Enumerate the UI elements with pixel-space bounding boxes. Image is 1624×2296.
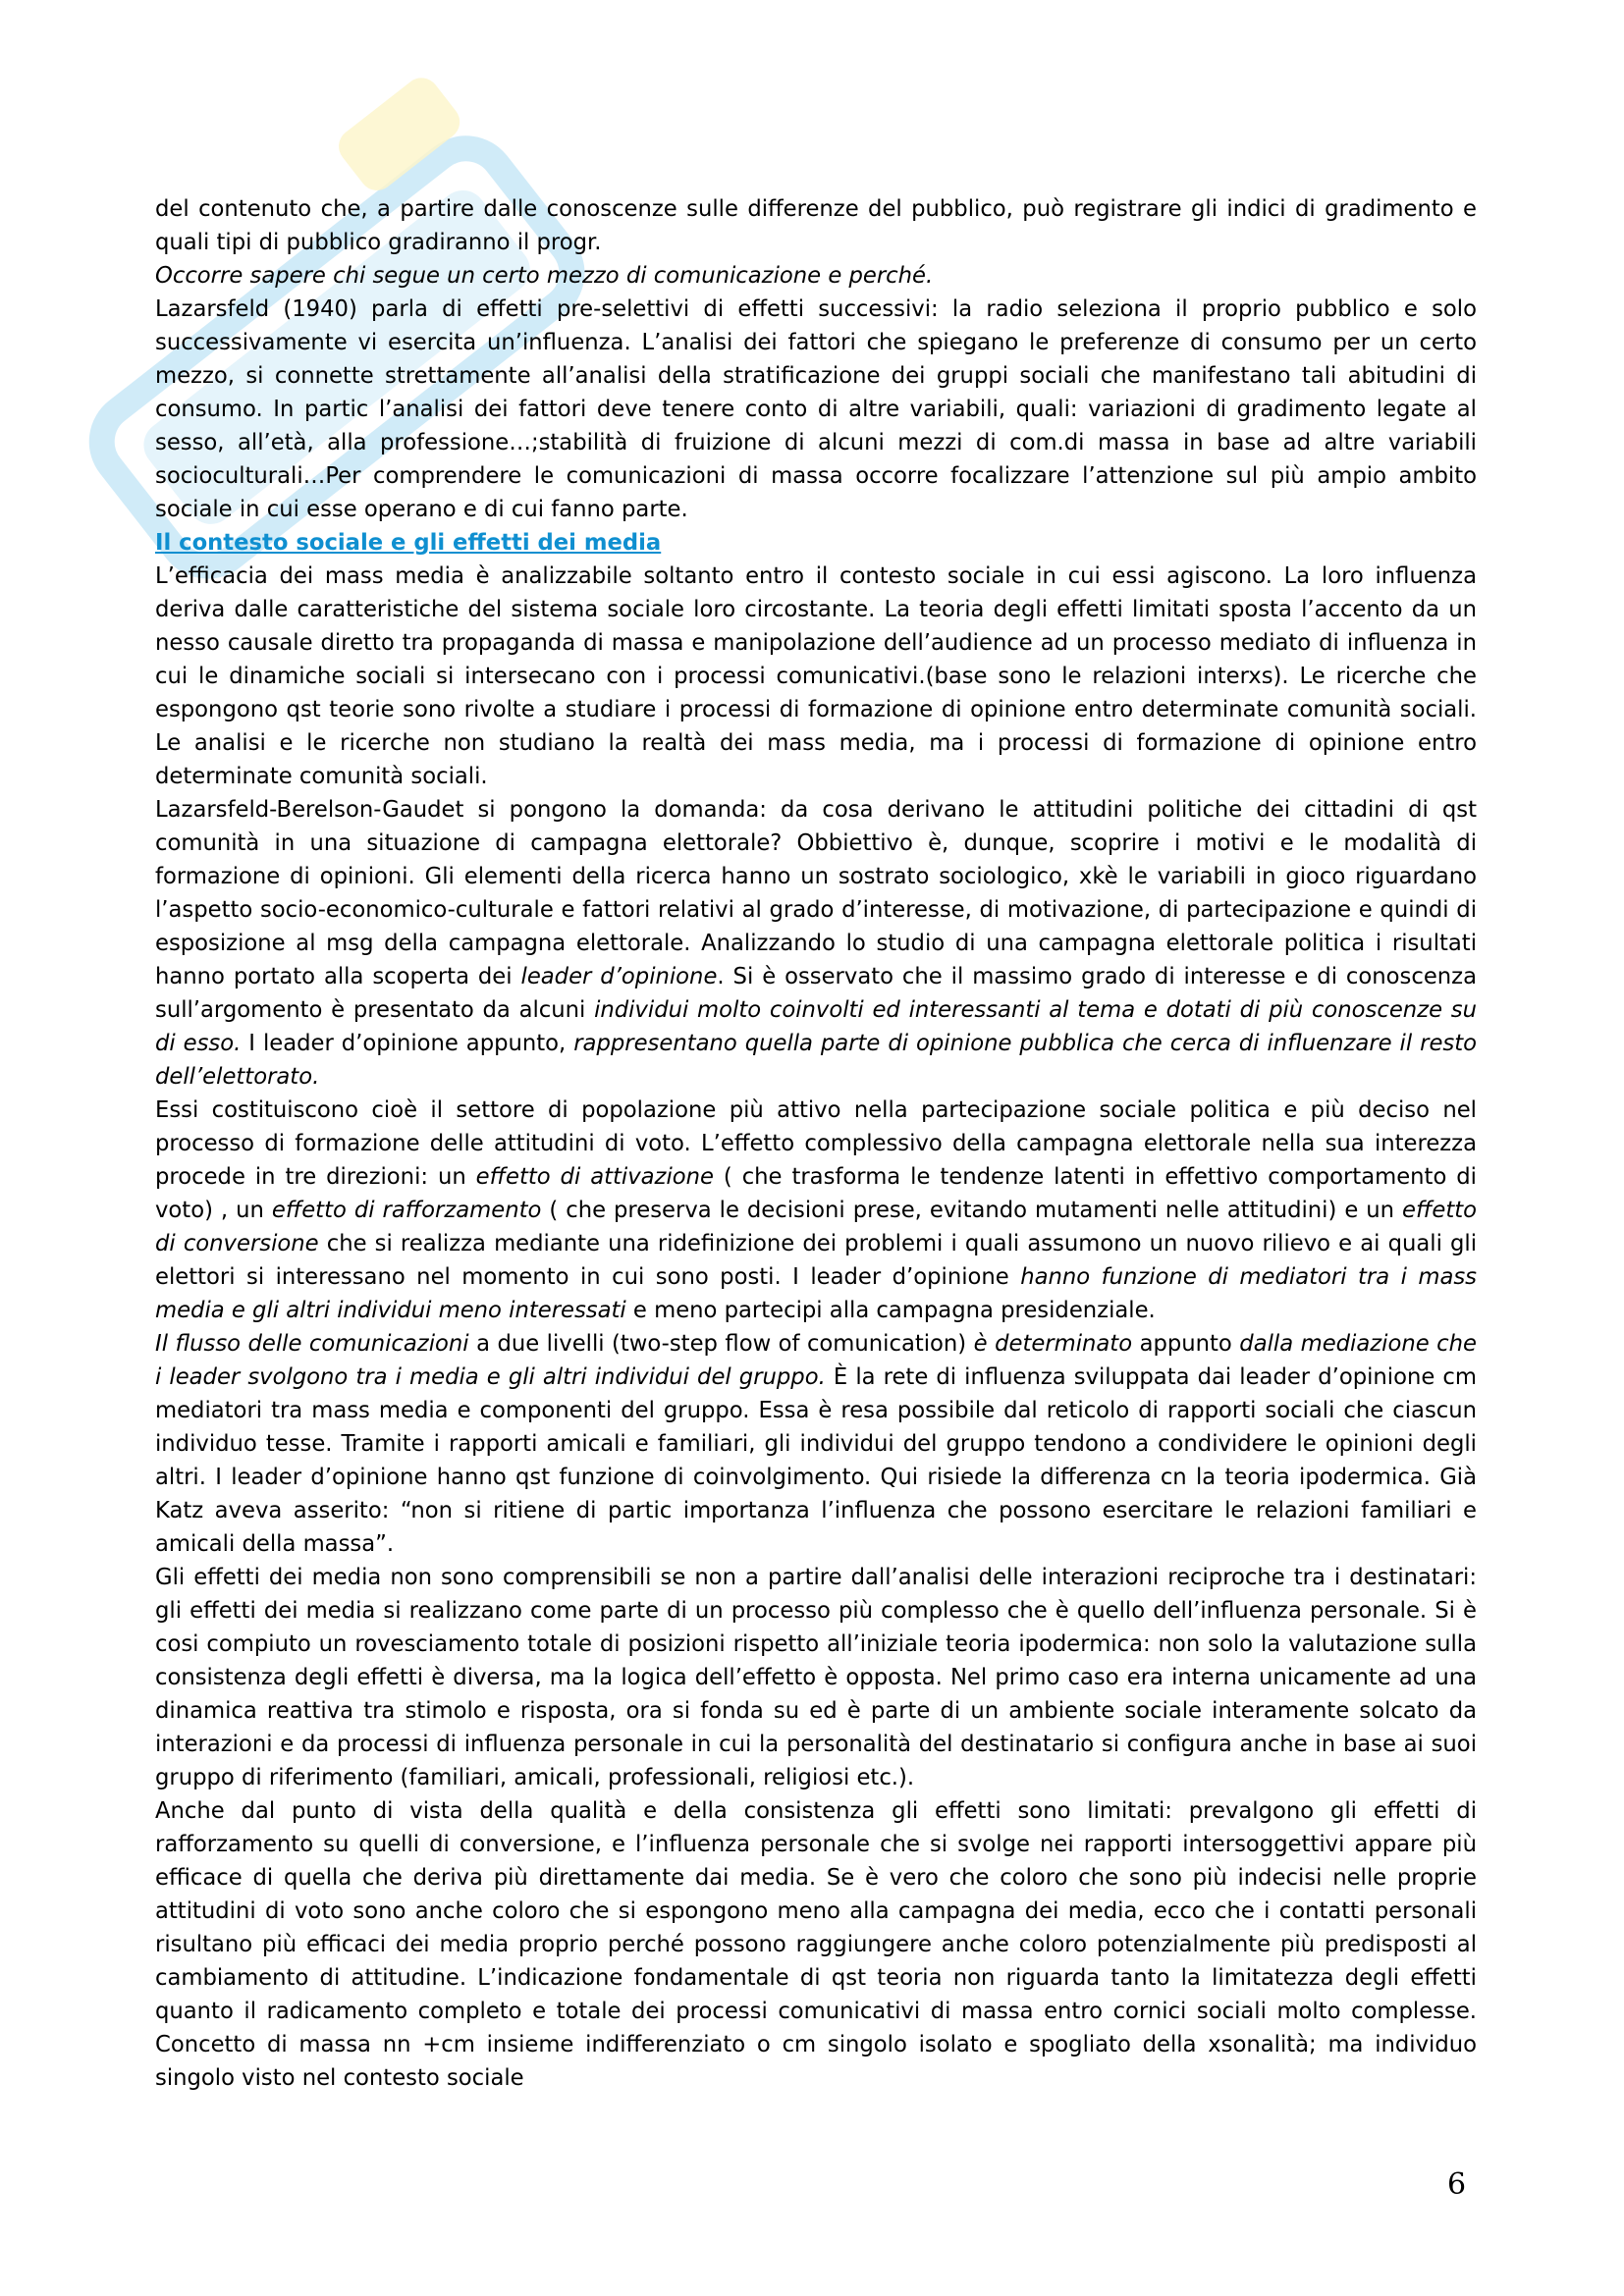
paragraph <box>155 793 1477 1094</box>
paragraph <box>155 259 1477 293</box>
text-run: Anche dal punto di vista della qualità e della consistenza gli effetti sono limitati: prevalgono gli effetti di rafforzamento su quelli di conversione, e l’influenza personale che si svolge nei rapporti intersoggettivi appare più efficace di quella che deriva più direttamente dai media. Se è vero che coloro che sono più indecisi nelle proprie attitudini di voto sono anche coloro che si espongono meno alla campagna dei media, ecco che i contatti personali risultano più efficaci dei media proprio perché possono raggiungere anche coloro potenzialmente più predisposti al cambiamento di attitudine. L’indicazione fondamentale di qst teoria non riguarda tanto la limitatezza degli effetti quanto il radicamento completo e totale dei processi comunicativi di massa entro cornici sociali molto complesse. Concetto di massa nn +cm insieme indifferenziato o cm singolo isolato e spogliato della xsonalità; ma individuo singolo visto nel contesto sociale <box>155 1798 1477 2091</box>
text-run: Lazarsfeld-Berelson-Gaudet si pongono la domanda: da cosa derivano le attitudini politiche dei cittadini di qst comunità in una situazione di campagna elettorale? Obbiettivo è, dunque, scoprire i motivi e le modalità di formazione di opinioni. Gli elementi della ricerca hanno un sostrato sociologico, xkè le variabili in gioco riguardano l’aspetto socio-economico-culturale e fattori relativi al grado d’interesse, di motivazione, di partecipazione e quindi di esposizione al msg della campagna elettorale. Analizzando lo studio di una campagna elettorale politica i risultati hanno portato alla scoperta dei <box>155 797 1477 989</box>
italic-text: leader d’opinione <box>520 964 718 989</box>
text-run: L’efficacia dei mass media è analizzabile soltanto entro il contesto sociale in cui essi agiscono. La loro influenza deriva dalle caratteristiche del sistema sociale loro circostante. La teoria degli effetti limitati sposta l’accento da un nesso causale diretto tra propaganda di massa e manipolazione dell’audience ad un processo mediato di influenza in cui le dinamiche sociali si intersecano con i processi comunicativi.(base sono le relazioni interxs). Le ricerche che espongono qst teorie sono rivolte a studiare i processi di formazione di opinione entro determinate comunità sociali. Le analisi e le ricerche non studiano la realtà dei mass media, ma i processi di formazione di opinione entro determinate comunità sociali. <box>155 563 1477 789</box>
text-run: che si realizza mediante una ridefinizione dei problemi i quali assumono un nuovo rilievo e ai quali gli elettori si interessano nel momento in cui sono posti. I leader d’opinione <box>155 1231 1478 1290</box>
paragraph <box>155 1794 1477 2095</box>
text-run: I leader d’opinione appunto, <box>241 1031 574 1056</box>
paragraph <box>155 293 1477 526</box>
italic-text: è determinato <box>973 1331 1133 1357</box>
italic-text: hanno funzione di mediatori tra i mass media e gli altri individui meno interessati <box>155 1264 1477 1323</box>
paragraph <box>155 1094 1477 1327</box>
text-run: Lazarsfeld (1940) parla di effetti pre-selettivi di effetti successivi: la radio seleziona il proprio pubblico e solo successivamente vi esercita un’influenza. L’analisi dei fattori che spiegano le preferenze di consumo per un certo mezzo, si connette strettamente all’analisi della stratificazione dei gruppi sociali che manifestano tali abitudini di consumo. In partic l’analisi dei fattori deve tenere conto di altre variabili, quali: variazioni di gradimento legate al sesso, all’età, alla professione…;stabilità di fruizione di alcuni mezzi di com.di massa in base ad altre variabili socioculturali…Per comprendere le comunicazioni di massa occorre focalizzare l’attenzione sul più ampio ambito sociale in cui esse operano e di cui fanno parte. <box>155 296 1477 522</box>
italic-text: Il flusso delle comunicazioni <box>155 1331 469 1357</box>
text-run: del contenuto che, a partire dalle conoscenze sulle differenze del pubblico, può registrare gli indici di gradimento e quali tipi di pubblico gradiranno il progr. <box>155 196 1477 255</box>
text-run: ( che preserva le decisioni prese, evitando mutamenti nelle attitudini) e un <box>541 1198 1403 1223</box>
page-number: 6 <box>1447 2167 1467 2202</box>
document-body <box>155 192 1477 2095</box>
italic-text: effetto di rafforzamento <box>271 1198 542 1223</box>
paragraph <box>155 560 1477 793</box>
italic-text: rappresentano quella parte di opinione pubblica che cerca di influenzare il resto dell’elettorato. <box>155 1031 1478 1090</box>
italic-text: dalla mediazione che i leader svolgono tra i media e gli altri individui del gruppo. <box>155 1331 1477 1390</box>
text-run: appunto <box>1132 1331 1240 1357</box>
paragraph <box>155 1327 1477 1561</box>
italic-text: Occorre sapere chi segue un certo mezzo di comunicazione e perché. <box>155 263 934 289</box>
italic-text: effetto di attivazione <box>475 1164 714 1190</box>
italic-text: effetto di conversione <box>155 1198 1477 1256</box>
text-run: . Si è osservato che il massimo grado di interesse e di conoscenza sull’argomento è presentato da alcuni <box>155 964 1477 1023</box>
paragraph <box>155 192 1477 259</box>
section-heading: Il contesto sociale e gli effetti dei media <box>155 530 662 556</box>
text-run: Essi costituiscono cioè il settore di popolazione più attivo nella partecipazione sociale politica e più deciso nel processo di formazione delle attitudini di voto. L’effetto complessivo della campagna elettorale nella sua interezza procede in tre direzioni: un <box>155 1097 1477 1190</box>
text-run: a due livelli (two-step flow of comunication) <box>468 1331 974 1357</box>
paragraph <box>155 1561 1477 1794</box>
text-run: È la rete di influenza sviluppata dai leader d’opinione cm mediatori tra mass media e componenti del gruppo. Essa è resa possibile dal reticolo di rapporti sociali che ciascun individuo tesse. Tramite i rapporti amicali e familiari, gli individui del gruppo tendono a condividere le opinioni degli altri. I leader d’opinione hanno qst funzione di coinvolgimento. Qui risiede la differenza cn la teoria ipodermica. Già Katz aveva asserito: “non si ritiene di partic importanza l’influenza che possono esercitare le relazioni familiari e amicali della massa”. <box>155 1364 1477 1557</box>
text-run: e meno partecipi alla campagna presidenziale. <box>625 1298 1156 1323</box>
text-run: Gli effetti dei media non sono comprensibili se non a partire dall’analisi delle interazioni reciproche tra i destinatari: gli effetti dei media si realizzano come parte di un processo più complesso che è quello dell’influenza personale. Si è cosi compiuto un rovesciamento totale di posizioni rispetto all’iniziale teoria ipodermica: non solo la valutazione sulla consistenza degli effetti è diversa, ma la logica dell’effetto è opposta. Nel primo caso era interna unicamente ad una dinamica reattiva tra stimolo e risposta, ora si fonda su ed è parte di un ambiente sociale interamente solcato da interazioni e da processi di influenza personale in cui la personalità del destinatario si configura anche in base ai suoi gruppo di riferimento (familiari, amicali, professionali, religiosi etc.). <box>155 1565 1477 1790</box>
text-run: ( che trasforma le tendenze latenti in effettivo comportamento di voto) , un <box>155 1164 1477 1223</box>
italic-text: individui molto coinvolti ed interessanti al tema e dotati di più conoscenze su di esso. <box>155 997 1477 1056</box>
